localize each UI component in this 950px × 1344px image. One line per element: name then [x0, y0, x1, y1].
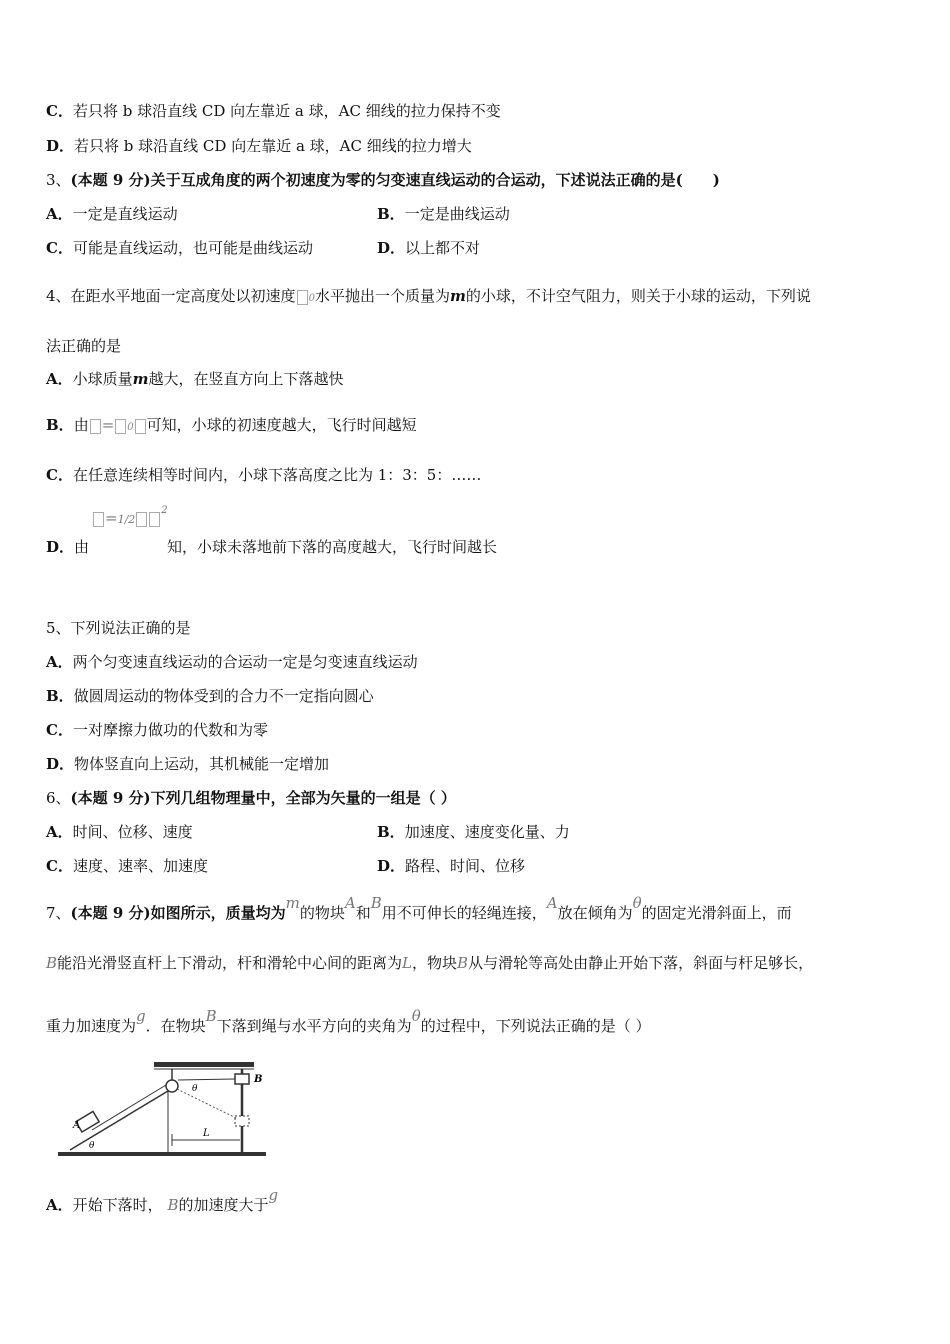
question-7: 7、(本题 9 分)如图所示，质量均为m的物块A和B用不可伸长的轻绳连接，A放在倾角为θ的固定光滑斜面上，而 [46, 894, 792, 922]
question-4-cont: 法正确的是 [46, 337, 122, 355]
block-b-dashed [235, 1116, 249, 1126]
q5-option-b: B．做圆周运动的物体受到的合力不一定指向圆心 [46, 687, 374, 705]
q5-option-a: A．两个匀变速直线运动的合运动一定是匀变速直线运动 [46, 653, 418, 671]
q4-option-b: B．由 = 0 可知，小球的初速度越大，飞行时间越短 [46, 416, 417, 434]
q7-option-a: A．开始下落时， B的加速度大于g [46, 1186, 279, 1214]
ground [58, 1152, 266, 1156]
x-placeholder-icon [135, 419, 146, 434]
label-theta-incline: θ [89, 1141, 95, 1151]
block-b [235, 1074, 249, 1084]
q4-d-formula: $=1/2^2$ [92, 508, 168, 531]
q4-option-d: D．由 知，小球未落地前下落的高度越大，飞行时间越长 [46, 538, 498, 556]
label-theta-pulley: θ [192, 1084, 198, 1094]
question-4: 4、在距水平地面一定高度处以初速度 0水平抛出一个质量为m的小球，不计空气阻力，则关于小球的运动，下列说 [46, 287, 811, 305]
h-placeholder-icon [93, 512, 104, 527]
question-5: 5、下列说法正确的是 [46, 619, 191, 637]
pulley-icon [166, 1080, 178, 1092]
q6-options-ab: A．时间、位移、速度 B．加速度、速度变化量、力 [46, 823, 570, 841]
question-3: 3、(本题 9 分)关于互成角度的两个初速度为零的匀变速直线运动的合运动，下述说法正确的是( ) [46, 171, 720, 189]
q4-option-c: C．在任意连续相等时间内，小球下落高度之比为 1：3：5：…… [46, 466, 482, 484]
question-7-line3: 重力加速度为g．在物块B下落到绳与水平方向的夹角为θ的过程中，下列说法正确的是（ ） [46, 1007, 651, 1035]
q5-option-c: C．一对摩擦力做功的代数和为零 [46, 721, 268, 739]
option-d-prev: D．若只将 b 球沿直线 CD 向左靠近 a 球，AC 细线的拉力增大 [46, 137, 472, 155]
g-placeholder-icon [136, 512, 147, 527]
rope-dotted [177, 1089, 236, 1118]
t-placeholder-icon [149, 512, 160, 527]
incline-pulley-figure [56, 1060, 271, 1160]
q3-options-ab: A．一定是直线运动 B．一定是曲线运动 [46, 205, 510, 223]
rope-incline [92, 1085, 166, 1130]
ceiling-bar [154, 1062, 254, 1067]
q5-option-d: D．物体竖直向上运动，其机械能一定增加 [46, 755, 330, 773]
v0-placeholder-icon [115, 419, 126, 434]
v0-sub: 0 [308, 293, 315, 304]
rope-horizontal [178, 1079, 235, 1080]
label-b: B [254, 1074, 263, 1085]
label-a: A [73, 1120, 81, 1131]
q6-options-cd: C．速度、速率、加速度 D．路程、时间、位移 [46, 857, 526, 875]
v0-placeholder-icon [297, 290, 308, 305]
label-l: L [203, 1128, 210, 1139]
t-placeholder-icon [90, 419, 101, 434]
q3-options-cd: C．可能是直线运动，也可能是曲线运动 D．以上都不对 [46, 239, 481, 257]
question-6: 6、(本题 9 分)下列几组物理量中，全部为矢量的一组是（ ） [46, 789, 456, 807]
option-c-prev: C．若只将 b 球沿直线 CD 向左靠近 a 球，AC 细线的拉力保持不变 [46, 102, 501, 120]
q4-option-a: A．小球质量m越大，在竖直方向上下落越快 [46, 370, 344, 388]
question-7-line2: B能沿光滑竖直杆上下滑动，杆和滑轮中心间的距离为L，物块B从与滑轮等高处由静止开始下落，斜面与杆足够长， [46, 954, 814, 972]
